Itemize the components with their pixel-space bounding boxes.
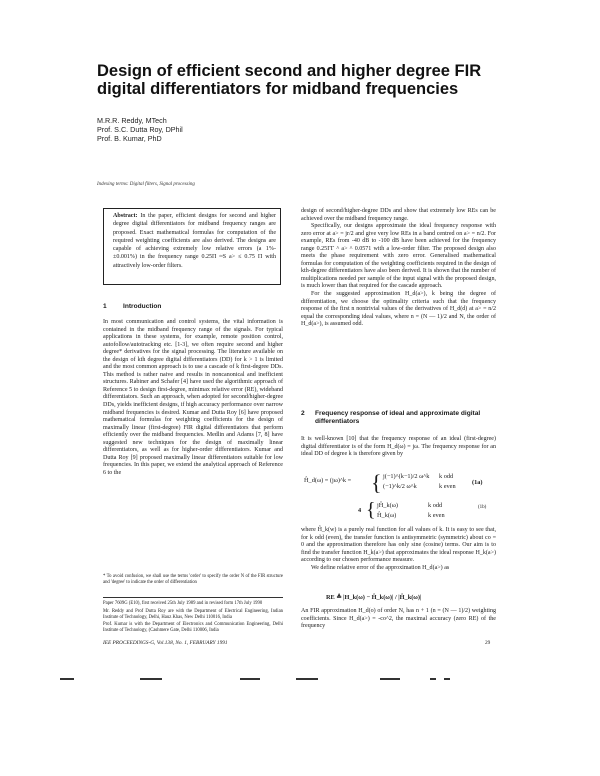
scan-mark bbox=[380, 678, 400, 680]
section-2-heading bbox=[301, 410, 496, 426]
paragraph: We define relative error of the approximation H_d(a>) as bbox=[311, 564, 450, 571]
scan-mark bbox=[444, 678, 450, 680]
section-number: 2 bbox=[301, 410, 305, 417]
page-number: 29 bbox=[485, 640, 491, 646]
equation-relative-error: RE ≜ |H_k(ω) − Ĥ_k(ω)| / |Ĥ_k(ω)| bbox=[326, 594, 422, 601]
author-affiliation: Prof. Kumar is with the Department of Electronics and Communication Engineering, Delhi Institute of Technology, (Cashmere Gate, Delhi 110006, India bbox=[103, 622, 283, 634]
scan-mark bbox=[240, 678, 260, 680]
scan-mark bbox=[140, 678, 162, 680]
scan-mark bbox=[430, 678, 436, 680]
abstract-label: Abstract: bbox=[113, 213, 138, 219]
author-name: Prof. B. Kumar, PhD bbox=[97, 134, 162, 143]
indexing-terms: Indexing terms: Digital filters, Signal processing bbox=[97, 182, 195, 187]
equation-case: (−1)^k/2 ω^k bbox=[383, 483, 417, 490]
paragraph: Specifically, our designs approximate the ideal frequency response with zero error at a> = jr/2 and give very low REs in a band centred on a> = n/2. For example, REs from -40 dB to -100 dB have been achieved for the frequency range 0.25ΓΓ ^ a> ^ 0.0571 with a low-order filter. The proposed design also meets the phase requirement with zero error. Generalised mathematical formulas for computation of the weighting coefficients required in the design of kth-degree differentiators have also been derived. It is shown that the number of multiplications needed per sample of the input signal with the proposed design, is much lower than that required for the cascade approach. bbox=[301, 223, 496, 290]
scan-mark bbox=[60, 678, 74, 680]
brace-icon: { bbox=[366, 499, 376, 521]
equation-1a-lhs: Ĥ_d(ω) = (jω)^k = bbox=[304, 477, 352, 484]
section-2-intro: It is well-known [10] that the frequency response of an ideal (first-degree) digital differentiator is of the form H_d(ω) = jω. The frequency response for an ideal DD of degree k is therefore given by bbox=[301, 436, 496, 458]
paragraph: where Ĥ_k(w) is a purely real function for all values of k. It is easy to see that, for k odd (even), the transfer function is antisymmetric (symmetric) about co = 0 and the approximation therefore has only sine (cosine) terms. Our aim is to find the transfer function H_k(a>) that approximates the ideal response H_k(a>) according to our chosen performance measure. bbox=[301, 527, 496, 564]
author-name: M.R.R. Reddy, MTech bbox=[97, 116, 167, 125]
divider bbox=[103, 597, 283, 598]
journal-citation: IEE PROCEEDINGS-G, Vol.138, No. 1, FEBRUARY 1991 bbox=[103, 640, 228, 646]
equation-case: jĤ_k(ω) bbox=[377, 502, 398, 509]
section-number: 1 bbox=[103, 303, 107, 310]
equation-condition: k even bbox=[428, 512, 445, 519]
scan-mark bbox=[296, 678, 318, 680]
equation-case: Ĥ_k(ω) bbox=[377, 512, 397, 519]
section-1-body: In most communication and control systems, the vital information is contained in the midband frequency range of the signals. For typical applications in these systems, for example, remote position control, autofollow/autotracking etc. [1-3], we often require second and higher degree* derivatives for the signal processing. The literature available on the design of kth degree digital differentiators (DD) for k > 1 is limited and the most common approach is to use a cascade of k first-degree DDs. This method is rather naive and results in noncanonical and inefficient structures. Rabiner and Schafer [4] have used the algorithmic approach of Reference 5 to design first-degree, minimax relative error (RE), wideband differentiators. Such an approach, when adopted for second/higher-degree DDs, yields inefficient designs, if high accuracy performance over narrow midband frequencies is desired. Kumar and Dutta Roy [6] have proposed mathematical formulas for weighting coefficients for the design of maximally linear (first-degree) FIR digital differentiators that perform efficiently over the midband frequencies. Medlin and Adams [7, 8] have suggested new techniques for the design of maximally linear differentiators, as well as for higher-order differentiators. Kumar and Dutta Roy [9] proposed maximally linear differentiators suitable for low frequencies. In this paper, we extend the analytical approach of Reference 6 to the bbox=[103, 319, 283, 476]
equation-label: (1a) bbox=[472, 479, 483, 486]
abstract-box bbox=[103, 208, 281, 285]
equation-label: (1b) bbox=[478, 505, 487, 510]
section-title: Frequency response of ideal and approximate digital differentiators bbox=[315, 410, 481, 425]
paper-title: Design of efficient second and higher degree FIR digital differentiators for midband frequencies bbox=[97, 62, 482, 98]
section-1-heading bbox=[103, 303, 283, 310]
equation-case: j(−1)^(k−1)/2 ω^k bbox=[383, 473, 430, 480]
author-affiliation: Mr. Reddy and Prof Dutta Roy are with the Department of Electrical Engineering, Indian Institute of Technology, Delhi, Hauz Khas, New Delhi 110016, India bbox=[103, 608, 283, 620]
right-column-body bbox=[301, 208, 496, 329]
author-name: Prof. S.C. Dutta Roy, DPhil bbox=[97, 125, 183, 134]
paper-received: Paper 7609G (E10), first received 25th July 1989 and in revised form 17th July 1990 bbox=[103, 601, 263, 606]
paragraph: design of second/higher-degree DDs and show that extremely low REs can be achieved over the midband frequency range. bbox=[301, 208, 496, 222]
abstract-text: In the paper, efficient designs for second and higher degree digital differentiators for midband frequency ranges are proposed. Exact mathematical formulas for computation of the required weighting coefficients are also derived. The designs are capable of achieving extremely low relative errors (a 1%- ±0.001%) in the frequency range 0.25Π ≈S a> ≤ 0.75 Π with attractively low-order filters. bbox=[113, 213, 276, 269]
author-list bbox=[97, 116, 183, 143]
brace-icon: { bbox=[371, 470, 382, 495]
section-title: Introduction bbox=[123, 303, 162, 310]
equation-condition: k odd bbox=[428, 502, 443, 509]
equation-condition: k even bbox=[439, 483, 456, 490]
equation-condition: k odd bbox=[439, 473, 454, 480]
paper-info bbox=[103, 601, 283, 634]
equation-1b-lhs: 4 bbox=[358, 507, 362, 514]
section-2-body bbox=[301, 527, 496, 572]
section-2-body-continued: An FIR approximation H_d(o) of order N, has n + 1 (n = (N — 1)/2) weighting coefficients. Since H_d(a>) = -co^2, the maximal accuracy (zero RE) of the frequency bbox=[301, 608, 496, 630]
paragraph: For the suggested approximation H_d(a>), k being the degree of differentiation, we choose the optimality criteria such that the frequency response of the first n nontrivial values of the derivatives of H_d(d) at a> = n/2 equal the corresponding ideal values, where n = (N — 1)/2 and N, the order of H_d(a>), is assumed odd. bbox=[301, 291, 496, 328]
footnote: * To avoid confusion, we shall use the terms 'order' to specify the order N of the FIR structure and 'degree' to indicate the order of differentiation bbox=[103, 574, 283, 585]
